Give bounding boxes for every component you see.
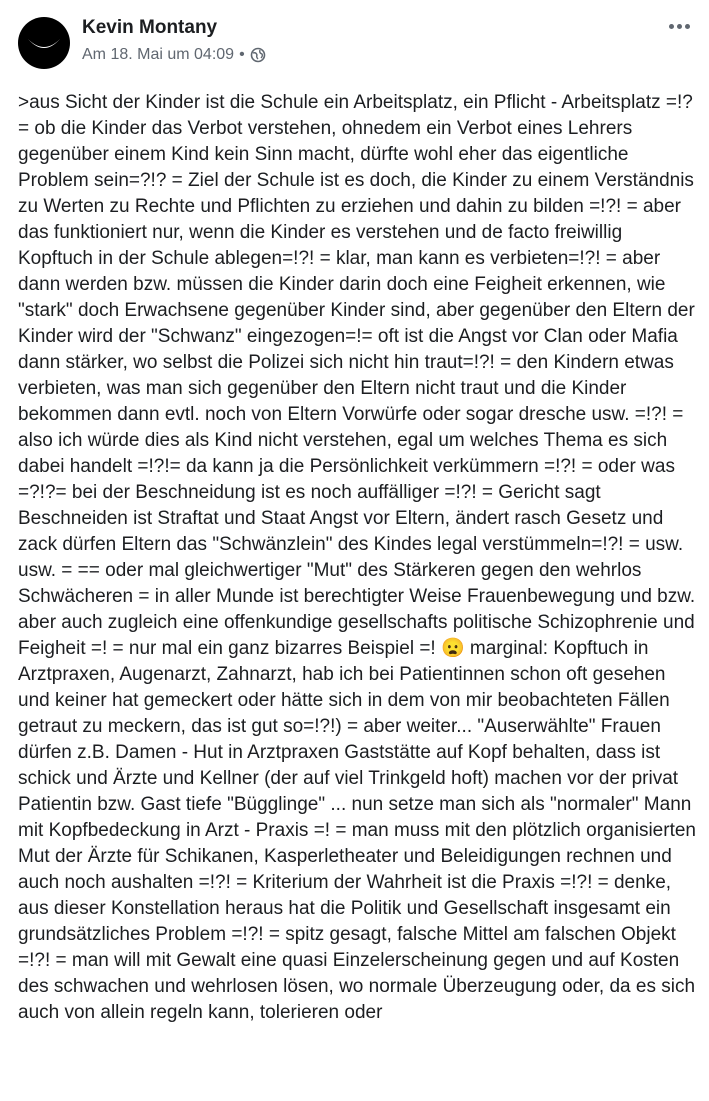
post-header <box>0 0 709 80</box>
avatar[interactable] <box>18 17 70 69</box>
post-timestamp[interactable]: Am 18. Mai um 04:09 <box>82 46 235 63</box>
more-dot <box>669 24 674 29</box>
post-meta <box>82 46 266 64</box>
author-name[interactable]: Kevin Montany <box>82 17 218 38</box>
avatar-logo-icon <box>18 17 70 69</box>
post-body-text: >aus Sicht der Kinder ist die Schule ein Arbeitsplatz, ein Pflicht - Arbeitsplatz =!? = ob die Kinder das Verbot verstehen, ohnedem ein Verbot eines Lehrers gegenüber einem Kind kein Sinn macht, dürfte wohl eher das eigentliche Problem sein=?!? = Ziel der Schule ist es doch, die Kinder zu einem Verständnis zu Werten zu Rechte und Pflichten zu erziehen und dahin zu bilden =!?! = aber das funktioniert nur, wenn die Kinder es verstehen und de facto freiwillig Kopftuch in der Schule ablegen=!?! = klar, man kann es verbieten=!?! = aber dann werden bzw. müssen die Kinder darin doch eine Feigheit erkennen, wie "stark" doch Erwachsene gegenüber Kinder sind, aber gegenüber den Eltern der Kinder wird der "Schwanz" eingezogen=!= oft ist die Angst vor Clan oder Mafia dann stärker, wo selbst die Polizei sich nicht hin traut=!?! = den Kindern etwas verbieten, was man sich gegenüber den Eltern nicht traut und die Kinder bekommen dann evtl. noch von Eltern Vorwürfe oder sogar dresche usw. =!?! = also ich würde dies als Kind nicht verstehen, egal um welches Thema es sich dabei handelt =!?!= da kann ja die Persönlichkeit verkümmern =!?! = oder was =?!?= bei der Beschneidung ist es noch auffälliger =!?! = Gericht sagt Beschneiden ist Straftat und Staat Angst vor Eltern, ändert rasch Gesetz und zack dürfen Eltern das "Schwänzlein" des Kindes legal verstümmeln=!?! = usw. usw. = == oder mal gleichwertiger "Mut" des Stärkeren gegen den wehrlos Schwächeren = in aller Munde ist berechtigter Weise Frauenbewegung und bzw. aber auch zugleich eine offenkundige gesellschafts politische Schizophrenie und Feigheit =! = nur mal ein ganz bizarres Beispiel =! 😦 marginal: Kopftuch in Arztpraxen, Augenarzt, Zahnarzt, hab ich bei Patientinnen schon oft gesehen und keiner hat gemeckert oder hätte sich in dem von mir beobachteten Fällen getraut zu meckern, das ist gut so=!?!) = aber weiter... "Auserwählte" Frauen dürfen z.B. Damen - Hut in Arztpraxen Gaststätte auf Kopf behalten, dass ist schick und Ärzte und Kellner (der auf viel Trinkgeld hoft) machen vor der privat Patientin bzw. Gast tiefe "Bügglinge" ... nun setze man sich als "normaler" Mann mit Kopfbedeckung in Arzt - Praxis =! = man muss mit den plötzlich organisierten Mut der Ärzte für Schikanen, Kasperletheater und Beleidigungen rechnen und auch noch aushalten =!?! = Kriterium der Wahrheit ist die Praxis =!?! = denke, aus dieser Konstellation heraus hat die Politik und Gesellschaft insgesamt ein grundsätzliches Problem =!?! = spitz gesagt, falsche Mittel am falschen Objekt =!?! = man will mit Gewalt eine quasi Einzelerscheinung gegen und auf Kosten des schwachen und wehrlosen lösen, wo normale Überzeugung oder, da es sich auch von allein regeln kann, tolerieren oder <box>18 92 696 1023</box>
more-dot <box>677 24 682 29</box>
more-dot <box>685 24 690 29</box>
more-options-icon[interactable] <box>665 12 693 40</box>
meta-separator: • <box>239 46 245 63</box>
globe-icon[interactable] <box>250 47 266 63</box>
